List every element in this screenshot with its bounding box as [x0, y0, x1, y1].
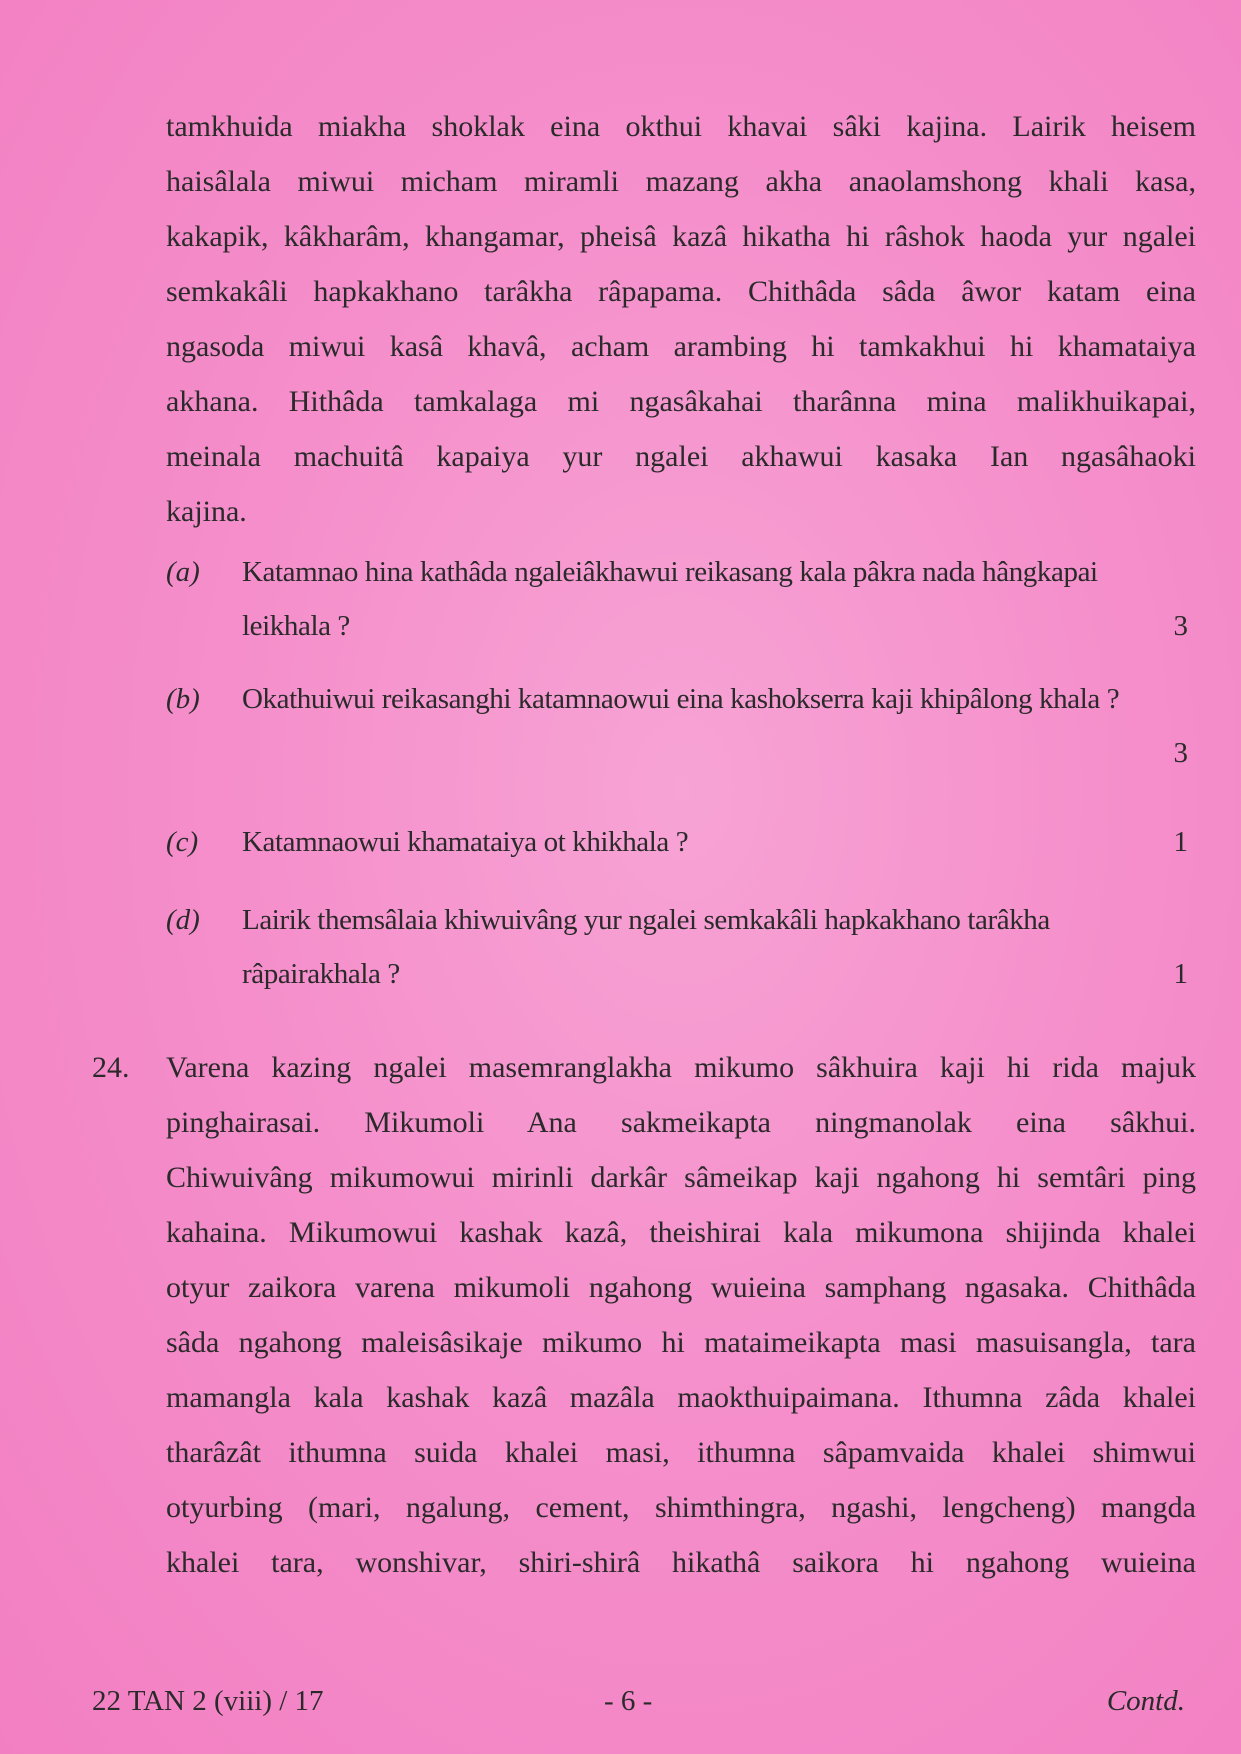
sub-question-a	[166, 545, 1196, 655]
sub-question-label: (b)	[166, 683, 200, 715]
sub-question-label: (c)	[166, 826, 199, 858]
text-line: Chiwuivâng mikumowui mirinli darkâr sâmeikap kaji ngahong hi semtâri ping	[166, 1161, 1196, 1194]
continued-label: Contd.	[1106, 1685, 1185, 1717]
text-line: kakapik, kâkharâm, khangamar, pheisâ kazâ hikatha hi râshok haoda yur ngalei	[166, 220, 1196, 253]
marks-value: 1	[1173, 958, 1188, 990]
text-line: Okathuiwui reikasanghi katamnaowui eina kashokserra kaji khipâlong khala ?	[242, 683, 1120, 715]
text-line: mamangla kala kashak kazâ mazâla maokthuipaimana. Ithumna zâda khalei	[166, 1381, 1196, 1414]
text-line: râpairakhala ?	[242, 958, 400, 990]
text-line: Katamnaowui khamataiya ot khikhala ?	[242, 826, 689, 858]
sub-question-label: (d)	[166, 904, 200, 936]
paper-code: 22 TAN 2 (viii) / 17	[92, 1685, 324, 1717]
text-line: Katamnao hina kathâda ngaleiâkhawui reikasang kala pâkra nada hângkapai	[242, 556, 1098, 588]
passage-paragraph	[166, 99, 1196, 539]
text-line: ngasoda miwui kasâ khavâ, acham arambing hi tamkakhui hi khamataiya	[166, 330, 1196, 363]
text-line: kahaina. Mikumowui kashak kazâ, theishirai kala mikumona shijinda khalei	[166, 1216, 1196, 1249]
text-line: akhana. Hithâda tamkalaga mi ngasâkahai tharânna mina malikhuikapai,	[166, 385, 1196, 418]
marks-value: 3	[1173, 737, 1188, 769]
text-line: haisâlala miwui micham miramli mazang akha anaolamshong khali kasa,	[166, 165, 1196, 198]
sub-question-d	[166, 893, 1196, 1003]
marks-value: 1	[1173, 826, 1188, 858]
text-line: tharâzât ithumna suida khalei masi, ithumna sâpamvaida khalei shimwui	[166, 1436, 1196, 1469]
sub-question-text	[242, 672, 1196, 726]
text-line: otyur zaikora varena mikumoli ngahong wuieina samphang ngasaka. Chithâda	[166, 1271, 1196, 1304]
text-line: khalei tara, wonshivar, shiri-shirâ hikathâ saikora hi ngahong wuieina	[166, 1546, 1196, 1579]
marks-value: 3	[1173, 610, 1188, 642]
text-line: tamkhuida miakha shoklak eina okthui khavai sâki kajina. Lairik heisem	[166, 110, 1196, 143]
text-line: sâda ngahong maleisâsikaje mikumo hi mataimeikapta masi masuisangla, tara	[166, 1326, 1196, 1359]
text-line: otyurbing (mari, ngalung, cement, shimthingra, ngashi, lengcheng) mangda	[166, 1491, 1196, 1524]
text-line: semkakâli hapkakhano tarâkha râpapama. Chithâda sâda âwor katam eina	[166, 275, 1196, 308]
text-line: pinghairasai. Mikumoli Ana sakmeikapta ningmanolak eina sâkhui.	[166, 1106, 1196, 1139]
sub-question-text	[242, 893, 1196, 1001]
text-line: meinala machuitâ kapaiya yur ngalei akhawui kasaka Ian ngasâhaoki	[166, 440, 1196, 473]
sub-question-text	[242, 545, 1196, 653]
sub-question-label: (a)	[166, 556, 200, 588]
sub-question-text	[242, 815, 1196, 869]
sub-question-b	[166, 672, 1196, 782]
text-line: Varena kazing ngalei masemranglakha mikumo sâkhuira kaji hi rida majuk	[166, 1051, 1196, 1084]
text-line: leikhala ?	[242, 610, 350, 642]
question-24-paragraph	[166, 1040, 1196, 1590]
page-number: - 6 -	[604, 1685, 653, 1717]
sub-question-c	[166, 815, 1196, 870]
text-line: kajina.	[166, 495, 247, 528]
text-line: Lairik themsâlaia khiwuivâng yur ngalei semkakâli hapkakhano tarâkha	[242, 904, 1050, 936]
question-number: 24.	[92, 1051, 130, 1084]
